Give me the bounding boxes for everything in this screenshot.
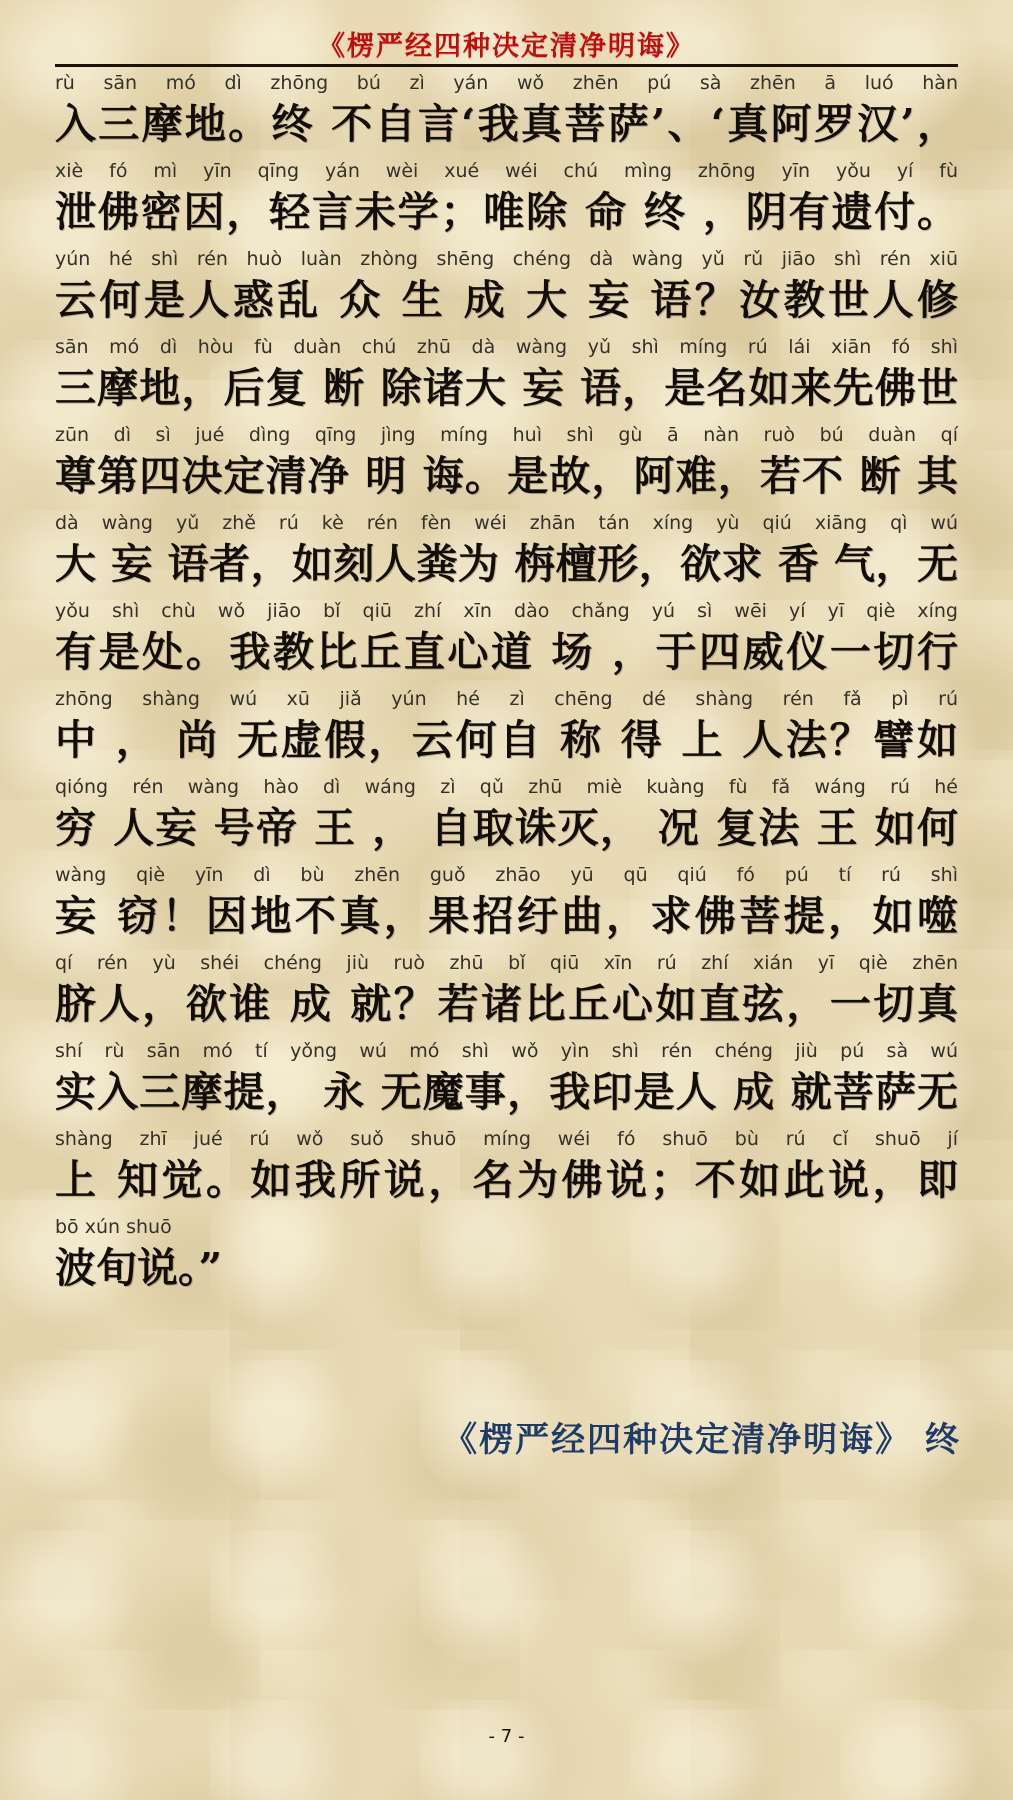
pinyin-row: qí rén yù shéi chéng jiù ruò zhū bǐ qiū xīn rú zhí xián yī qiè zhēn: [55, 952, 958, 974]
pinyin-row: shàng zhī jué rú wǒ suǒ shuō míng wéi fó shuō bù rú cǐ shuō jí: [55, 1128, 958, 1150]
text-line: [55, 247, 958, 335]
pinyin-row: xiè fó mì yīn qīng yán wèi xué wéi chú mìng zhōng yīn yǒu yí fù: [55, 160, 958, 182]
pinyin-row: yǒu shì chù wǒ jiāo bǐ qiū zhí xīn dào chǎng yú sì wēi yí yī qiè xíng: [55, 600, 958, 622]
text-line: [55, 1039, 958, 1127]
hanzi-row: 波旬说。”: [55, 1244, 223, 1292]
pinyin-row: zhōng shàng wú xū jiǎ yún hé zì chēng dé shàng rén fǎ pì rú: [55, 688, 958, 710]
pinyin-row: qióng rén wàng hào dì wáng zì qǔ zhū miè kuàng fù fǎ wáng rú hé: [55, 776, 958, 798]
hanzi-row: 泄佛密因，轻言未学；唯除 命 终 ，阴有遗付。: [55, 188, 958, 236]
pinyin-row: rù sān mó dì zhōng bú zì yán wǒ zhēn pú sà zhēn ā luó hàn: [55, 72, 958, 94]
text-line: [55, 71, 958, 159]
text-line: [55, 775, 958, 863]
text-line: [55, 599, 958, 687]
pinyin-row: dà wàng yǔ zhě rú kè rén fèn wéi zhān tán xíng yù qiú xiāng qì wú: [55, 512, 958, 534]
text-line: [55, 511, 958, 599]
text-line: [55, 159, 958, 247]
hanzi-row: 实入三摩提， 永 无魔事，我印是人 成 就菩萨无: [55, 1068, 958, 1116]
hanzi-row: 入三摩地。终 不自言‘我真菩萨’、‘真阿罗汉’，: [55, 100, 958, 148]
hanzi-row: 三摩地，后复 断 除诸大 妄 语，是名如来先佛世: [55, 364, 958, 412]
hanzi-row: 有是处。我教比丘直心道 场 ，于四威仪一切行: [55, 628, 958, 676]
header-rule-divider: [55, 64, 958, 67]
text-line: [55, 1215, 958, 1303]
text-block: [55, 71, 958, 1303]
hanzi-row: 尊第四决定清净 明 诲。是故，阿难，若不 断 其: [55, 452, 958, 500]
hanzi-row: 妄 窃！因地不真，果招纡曲，求佛菩提，如噬: [55, 892, 958, 940]
text-line: [55, 335, 958, 423]
pinyin-row: bō xún shuō: [55, 1216, 172, 1238]
hanzi-row: 穷 人妄 号帝 王 ， 自取诛灭， 况 复法 王 如何: [55, 804, 958, 852]
pinyin-row: shí rù sān mó tí yǒng wú mó shì wǒ yìn shì rén chéng jiù pú sà wú: [55, 1040, 958, 1062]
text-line: [55, 951, 958, 1039]
pinyin-row: sān mó dì hòu fù duàn chú zhū dà wàng yǔ shì míng rú lái xiān fó shì: [55, 336, 958, 358]
end-mark: 《楞严经四种决定清净明诲》 终: [443, 1420, 961, 1460]
text-line: [55, 687, 958, 775]
hanzi-row: 上 知觉。如我所说，名为佛说；不如此说，即: [55, 1156, 958, 1204]
hanzi-row: 云何是人惑乱 众 生 成 大 妄 语？汝教世人修: [55, 276, 958, 324]
page-number: - 7 -: [488, 1726, 525, 1747]
text-line: [55, 863, 958, 951]
hanzi-row: 中 ， 尚 无虚假，云何自 称 得 上 人法？譬如: [55, 716, 958, 764]
pinyin-row: wàng qiè yīn dì bù zhēn guǒ zhāo yū qū qiú fó pú tí rú shì: [55, 864, 958, 886]
pinyin-row: yún hé shì rén huò luàn zhòng shēng chéng dà wàng yǔ rǔ jiāo shì rén xiū: [55, 248, 958, 270]
text-line: [55, 423, 958, 511]
page-title: 《楞严经四种决定清净明诲》: [318, 31, 695, 62]
text-line: [55, 1127, 958, 1215]
pinyin-row: zūn dì sì jué dìng qīng jìng míng huì shì gù ā nàn ruò bú duàn qí: [55, 424, 958, 446]
hanzi-row: 大 妄 语者，如刻人粪为 栴檀形，欲求 香 气，无: [55, 540, 958, 588]
hanzi-row: 脐人，欲谁 成 就？若诸比丘心如直弦，一切真: [55, 980, 958, 1028]
